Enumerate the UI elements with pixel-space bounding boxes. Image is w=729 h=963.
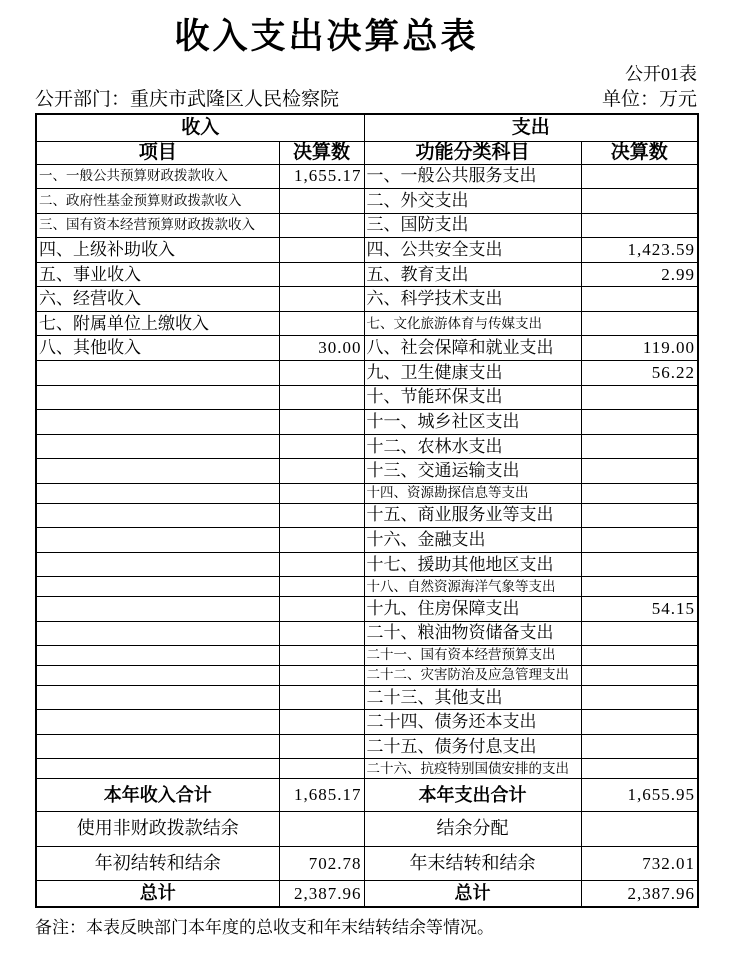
income-item-cell: 五、事业收入	[36, 262, 279, 287]
summary-income-amount-cell: 1,685.17	[279, 779, 364, 812]
table-row	[36, 410, 698, 435]
expense-item-cell: 二十一、国有资本经营预算支出	[364, 646, 581, 666]
expense-item-cell: 九、卫生健康支出	[364, 361, 581, 386]
income-amount-cell	[279, 213, 364, 238]
table-row	[36, 385, 698, 410]
summary-expense-amount-cell	[581, 811, 698, 846]
table-row	[36, 665, 698, 685]
income-item-cell	[36, 503, 279, 528]
income-amount-cell	[279, 361, 364, 386]
summary-expense-label-cell: 结余分配	[364, 811, 581, 846]
expense-item-cell: 四、公共安全支出	[364, 238, 581, 263]
income-amount-cell	[279, 759, 364, 779]
table-row	[36, 734, 698, 759]
expense-amount-cell	[581, 410, 698, 435]
income-amount-cell: 30.00	[279, 336, 364, 361]
expense-amount-cell	[581, 213, 698, 238]
summary-row	[36, 880, 698, 907]
table-row	[36, 685, 698, 710]
table-row	[36, 189, 698, 214]
data-rows	[36, 164, 698, 779]
income-amount-cell	[279, 710, 364, 735]
expense-item-cell: 七、文化旅游体育与传媒支出	[364, 311, 581, 336]
table-row	[36, 528, 698, 553]
income-amount-cell	[279, 410, 364, 435]
income-amount-cell	[279, 311, 364, 336]
expense-item-cell: 五、教育支出	[364, 262, 581, 287]
expense-item-cell: 十八、自然资源海洋气象等支出	[364, 577, 581, 597]
table-row	[36, 213, 698, 238]
expense-amount-cell: 119.00	[581, 336, 698, 361]
expense-amount-cell	[581, 164, 698, 189]
table-row	[36, 646, 698, 666]
income-item-cell	[36, 621, 279, 646]
income-amount-cell	[279, 621, 364, 646]
table-row	[36, 597, 698, 622]
summary-income-amount-cell: 2,387.96	[279, 880, 364, 907]
expense-item-cell: 十三、交通运输支出	[364, 459, 581, 484]
table-row	[36, 262, 698, 287]
expense-amount-cell	[581, 189, 698, 214]
income-item-cell	[36, 552, 279, 577]
table-row	[36, 434, 698, 459]
expense-amount-cell	[581, 646, 698, 666]
expense-item-cell: 十二、农林水支出	[364, 434, 581, 459]
expense-item-cell: 二十三、其他支出	[364, 685, 581, 710]
summary-income-label-cell: 年初结转和结余	[36, 847, 279, 881]
income-amount-cell	[279, 189, 364, 214]
col-header-expense-item: 功能分类科目	[364, 141, 581, 164]
table-row	[36, 483, 698, 503]
expense-item-cell: 十五、商业服务业等支出	[364, 503, 581, 528]
income-amount-cell: 1,655.17	[279, 164, 364, 189]
income-amount-cell	[279, 685, 364, 710]
income-item-cell: 二、政府性基金预算财政拨款收入	[36, 189, 279, 214]
meta-line	[35, 84, 697, 111]
budget-summary-table	[35, 113, 699, 908]
table-row	[36, 621, 698, 646]
expense-item-cell: 二、外交支出	[364, 189, 581, 214]
income-item-cell	[36, 483, 279, 503]
summary-income-label-cell: 本年收入合计	[36, 779, 279, 812]
expense-item-cell: 二十二、灾害防治及应急管理支出	[364, 665, 581, 685]
unit-label: 单位：万元	[601, 89, 697, 110]
note-text: 备注：本表反映部门本年度的总收支和年末结转结余等情况。	[35, 918, 494, 937]
expense-amount-cell	[581, 621, 698, 646]
expense-amount-cell	[581, 311, 698, 336]
income-amount-cell	[279, 646, 364, 666]
summary-expense-label-cell: 总计	[364, 880, 581, 907]
expense-item-cell: 一、一般公共服务支出	[364, 164, 581, 189]
income-amount-cell	[279, 665, 364, 685]
expense-item-cell: 二十六、抗疫特别国债安排的支出	[364, 759, 581, 779]
summary-income-amount-cell: 702.78	[279, 847, 364, 881]
expense-amount-cell	[581, 710, 698, 735]
expense-amount-cell	[581, 552, 698, 577]
expense-item-cell: 三、国防支出	[364, 213, 581, 238]
column-header-row	[36, 141, 698, 164]
income-item-cell: 三、国有资本经营预算财政拨款收入	[36, 213, 279, 238]
department-label: 公开部门：重庆市武隆区人民检察院	[35, 89, 340, 110]
expense-amount-cell: 54.15	[581, 597, 698, 622]
income-amount-cell	[279, 434, 364, 459]
summary-rows	[36, 779, 698, 907]
expense-amount-cell	[581, 685, 698, 710]
summary-row	[36, 847, 698, 881]
income-item-cell	[36, 759, 279, 779]
expense-item-cell: 二十、粮油物资储备支出	[364, 621, 581, 646]
summary-income-label-cell: 总计	[36, 880, 279, 907]
table-row	[36, 311, 698, 336]
expense-item-cell: 十七、援助其他地区支出	[364, 552, 581, 577]
income-item-cell	[36, 361, 279, 386]
income-item-cell: 八、其他收入	[36, 336, 279, 361]
table-row	[36, 710, 698, 735]
income-amount-cell	[279, 597, 364, 622]
expense-amount-cell	[581, 459, 698, 484]
income-item-cell: 四、上级补助收入	[36, 238, 279, 263]
summary-expense-amount-cell: 732.01	[581, 847, 698, 881]
expense-amount-cell	[581, 385, 698, 410]
income-item-cell	[36, 385, 279, 410]
expense-amount-cell	[581, 759, 698, 779]
income-section-header: 收入	[36, 114, 364, 141]
income-item-cell	[36, 665, 279, 685]
form-code-label: 公开01表	[625, 64, 697, 84]
section-header-row	[36, 114, 698, 141]
income-item-cell	[36, 646, 279, 666]
summary-expense-amount-cell: 1,655.95	[581, 779, 698, 812]
table-row	[36, 503, 698, 528]
expense-amount-cell: 2.99	[581, 262, 698, 287]
table-row	[36, 577, 698, 597]
expense-amount-cell: 56.22	[581, 361, 698, 386]
expense-item-cell: 二十四、债务还本支出	[364, 710, 581, 735]
expense-item-cell: 六、科学技术支出	[364, 287, 581, 312]
summary-row	[36, 811, 698, 846]
expense-amount-cell	[581, 734, 698, 759]
income-item-cell	[36, 734, 279, 759]
expense-item-cell: 十一、城乡社区支出	[364, 410, 581, 435]
income-item-cell	[36, 597, 279, 622]
income-amount-cell	[279, 577, 364, 597]
table-row	[36, 759, 698, 779]
summary-expense-label-cell: 年末结转和结余	[364, 847, 581, 881]
expense-amount-cell	[581, 503, 698, 528]
table-row	[36, 287, 698, 312]
income-amount-cell	[279, 552, 364, 577]
income-item-cell	[36, 577, 279, 597]
expense-item-cell: 十四、资源勘探信息等支出	[364, 483, 581, 503]
expense-amount-cell	[581, 287, 698, 312]
income-item-cell	[36, 434, 279, 459]
income-amount-cell	[279, 503, 364, 528]
income-amount-cell	[279, 459, 364, 484]
income-amount-cell	[279, 238, 364, 263]
table-row	[36, 164, 698, 189]
summary-row	[36, 779, 698, 812]
table-row	[36, 552, 698, 577]
table-row	[36, 361, 698, 386]
expense-amount-cell	[581, 528, 698, 553]
expense-item-cell: 十六、金融支出	[364, 528, 581, 553]
summary-expense-label-cell: 本年支出合计	[364, 779, 581, 812]
income-amount-cell	[279, 287, 364, 312]
expense-amount-cell	[581, 434, 698, 459]
income-item-cell: 一、一般公共预算财政拨款收入	[36, 164, 279, 189]
col-header-expense-amount: 决算数	[581, 141, 698, 164]
summary-income-label-cell: 使用非财政拨款结余	[36, 811, 279, 846]
expense-amount-cell: 1,423.59	[581, 238, 698, 263]
income-item-cell: 七、附属单位上缴收入	[36, 311, 279, 336]
summary-expense-amount-cell: 2,387.96	[581, 880, 698, 907]
income-item-cell	[36, 710, 279, 735]
col-header-income-item: 项目	[36, 141, 279, 164]
page-title: 收入支出决算总表	[174, 17, 479, 56]
income-item-cell	[36, 528, 279, 553]
income-amount-cell	[279, 734, 364, 759]
table-row	[36, 459, 698, 484]
summary-income-amount-cell	[279, 811, 364, 846]
expense-item-cell: 十、节能环保支出	[364, 385, 581, 410]
income-item-cell	[36, 685, 279, 710]
income-item-cell	[36, 459, 279, 484]
income-amount-cell	[279, 262, 364, 287]
expense-amount-cell	[581, 577, 698, 597]
expense-amount-cell	[581, 665, 698, 685]
table-row	[36, 238, 698, 263]
income-amount-cell	[279, 483, 364, 503]
expense-section-header: 支出	[364, 114, 698, 141]
expense-item-cell: 二十五、债务付息支出	[364, 734, 581, 759]
income-item-cell: 六、经营收入	[36, 287, 279, 312]
expense-amount-cell	[581, 483, 698, 503]
expense-item-cell: 八、社会保障和就业支出	[364, 336, 581, 361]
income-item-cell	[36, 410, 279, 435]
col-header-income-amount: 决算数	[279, 141, 364, 164]
income-amount-cell	[279, 528, 364, 553]
expense-item-cell: 十九、住房保障支出	[364, 597, 581, 622]
table-row	[36, 336, 698, 361]
income-amount-cell	[279, 385, 364, 410]
